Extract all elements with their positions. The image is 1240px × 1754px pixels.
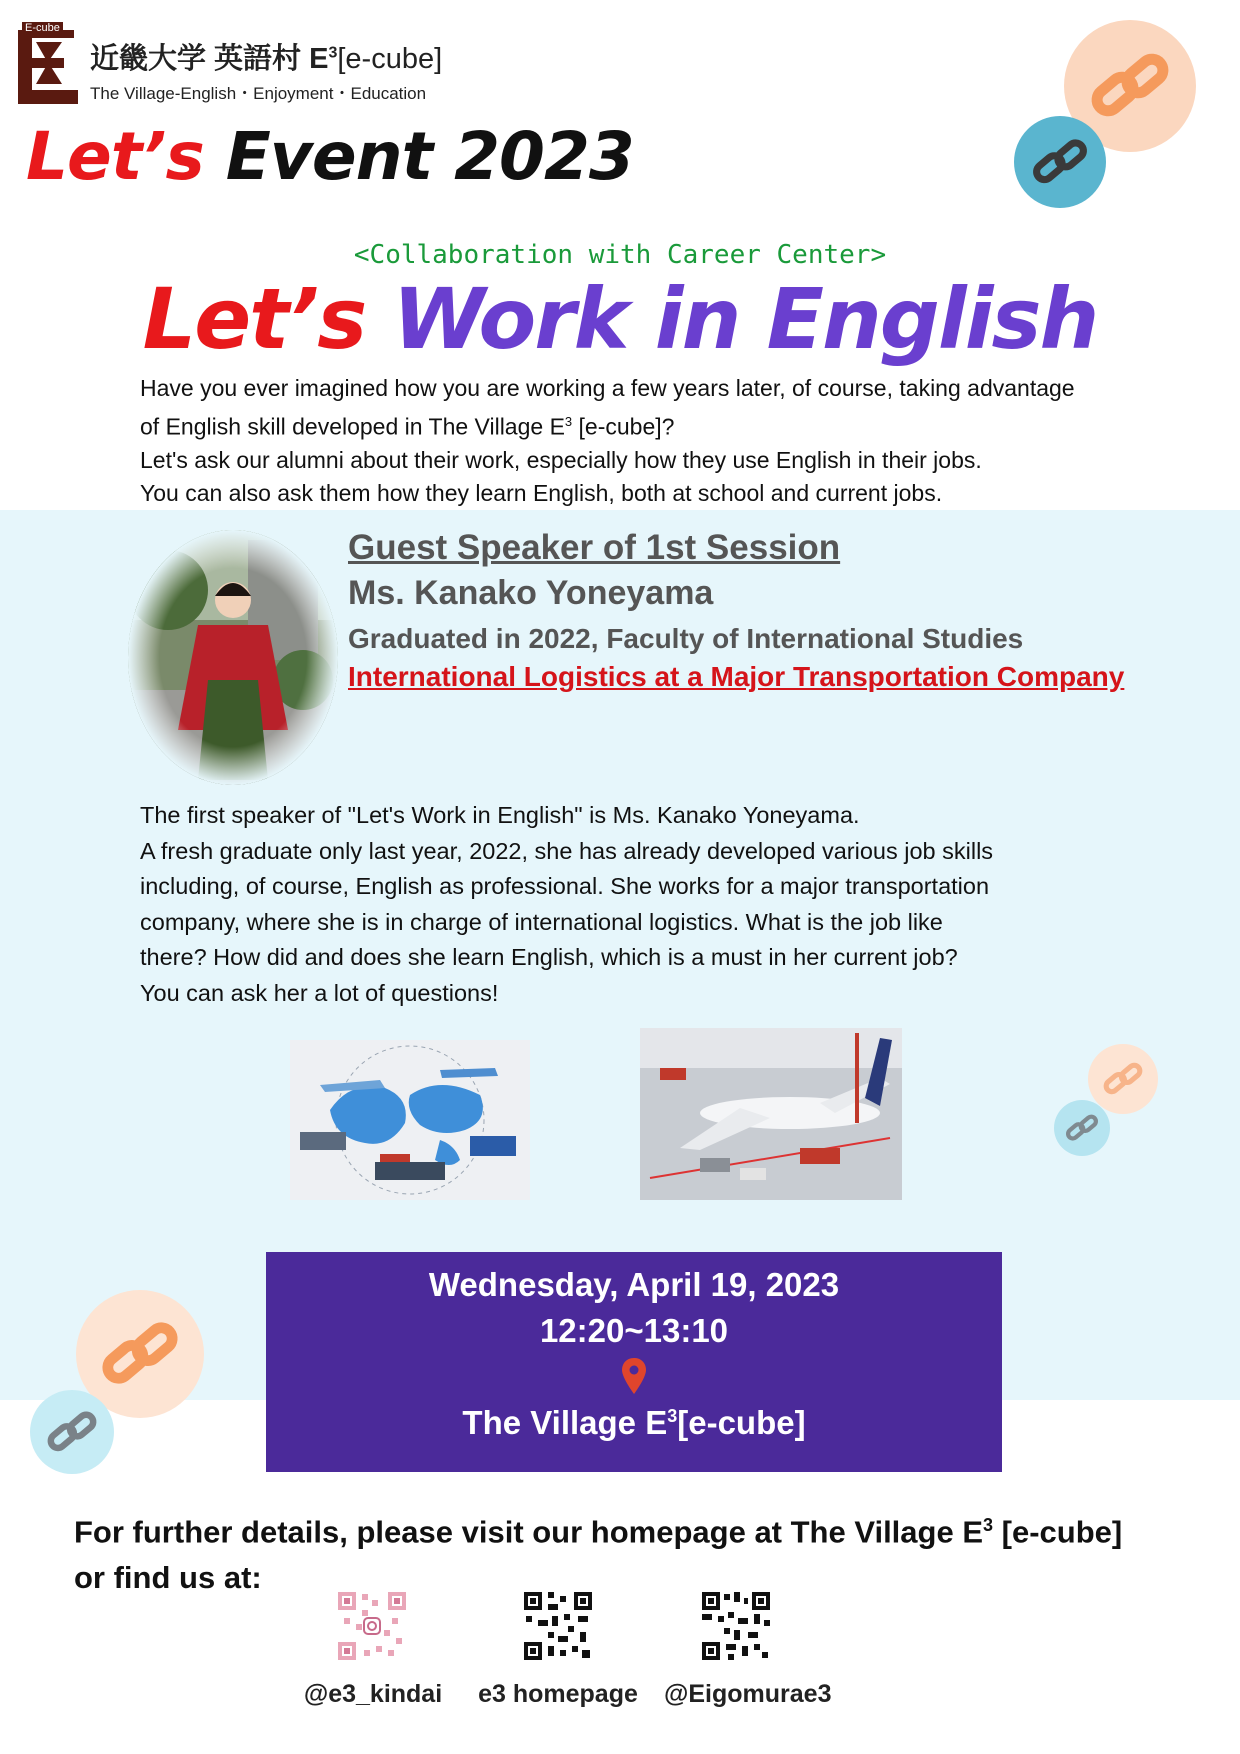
footer-text: For further details, please visit our homepage at The Village $E^3$ [e-cube] or find us at: [74, 1514, 1123, 1596]
event-details-box [266, 1252, 1002, 1472]
airport-photo [640, 1028, 902, 1200]
instagram-handle[interactable]: @e3_kindai [303, 1680, 443, 1708]
location-pin-icon [617, 1356, 651, 1396]
speaker-name: Ms. Kanako Yoneyama [348, 574, 714, 612]
chain-link-icon [1054, 1100, 1110, 1156]
chain-link-icon [1014, 116, 1106, 208]
speaker-heading: Guest Speaker of 1st Session [348, 528, 841, 567]
e-cube-logo-mark-icon [18, 22, 86, 104]
logo-mini-label: E-cube [22, 22, 63, 34]
logo-tagline: The Village-English・Enjoyment・Education [90, 84, 427, 103]
chain-link-icon [30, 1390, 114, 1474]
speaker-graduation: Graduated in 2022, Faculty of International Studies [348, 623, 1024, 654]
instagram-qr-icon[interactable] [336, 1590, 408, 1662]
event-location: The Village $E^3[e-cube]$ [462, 1404, 806, 1441]
event-title: Let’s Event 2023 [26, 118, 634, 195]
event-time: 12:20~13:10 [539, 1312, 729, 1349]
social-handle[interactable]: @Eigomurae3 [664, 1680, 832, 1708]
logo [18, 22, 443, 106]
intro-paragraph: Have you ever imagined how you are working a few years later, of course, taking advantage of English skill developed in The Village $E^3$ [e-cube]? Let's ask our alumni about their work, especially how they use English in their jobs. You can also ask them how they learn English, both at school and current jobs. [140, 375, 1075, 506]
homepage-link[interactable]: e3 homepage [478, 1680, 638, 1708]
chain-link-icon [1088, 1044, 1158, 1114]
speaker-job: International Logistics at a Major Transportation Company [348, 661, 1125, 692]
speaker-photo [128, 530, 338, 785]
speaker-description: The first speaker of "Let's Work in English" is Ms. Kanako Yoneyama. A fresh graduate only last year, 2022, she has already developed various job skills including, of course, English as professional. She works for a major transportation company, where she is in charge of international logistics. What is the job like there? How did and does she learn English, which is a must in her current job? You can ask her a lot of questions! [140, 802, 994, 1006]
logistics-illustration [290, 1040, 530, 1200]
collaboration-subtitle: <Collaboration with Career Center> [353, 240, 887, 270]
speaker-info [348, 528, 1228, 693]
event-date: Wednesday, April 19, 2023 [428, 1266, 840, 1303]
main-title: Let’s Work in English [142, 270, 1098, 368]
logo-name: 近畿大学 英語村 $E^3[e-cube]$ [90, 43, 443, 75]
homepage-qr-icon[interactable] [522, 1590, 594, 1662]
social-qr-icon[interactable] [700, 1590, 772, 1662]
